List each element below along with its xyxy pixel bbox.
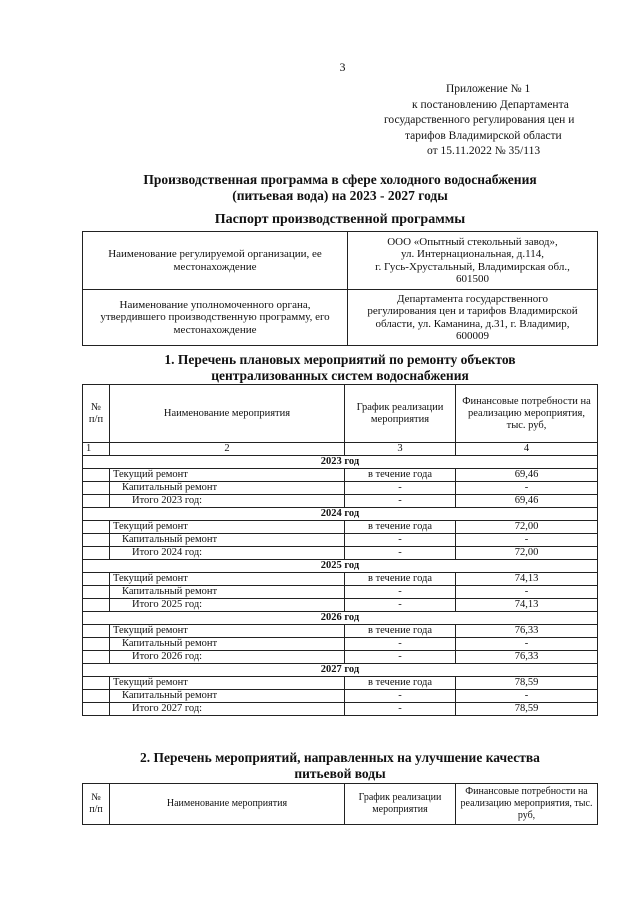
page-number: 3 xyxy=(339,60,346,74)
passport-title: Паспорт производственной программы xyxy=(214,212,466,227)
section-title-line: централизованных систем водоснабжения xyxy=(211,368,469,383)
passport-label: Наименование уполномоченного органа, утвердившего производственную программу, его местонахождение xyxy=(83,290,348,346)
row-schedule: в течение года xyxy=(345,469,456,482)
year-row xyxy=(83,456,598,469)
passport-value-line: Департамента государственного xyxy=(396,292,549,305)
row-schedule: в течение года xyxy=(345,521,456,534)
row-name: Капитальный ремонт xyxy=(110,690,345,703)
row-name: Капитальный ремонт xyxy=(110,638,345,651)
header-schedule: График реализации мероприятия xyxy=(345,385,456,443)
row-value: 76,33 xyxy=(456,651,598,664)
section-title-line: 2. Перечень мероприятий, направленных на улучшение качества xyxy=(140,750,540,765)
row-schedule: - xyxy=(345,703,456,716)
row-value: 78,59 xyxy=(456,677,598,690)
row-name: Текущий ремонт xyxy=(110,677,345,690)
repair-plan-table xyxy=(82,384,598,716)
row-name: Итого 2023 год: xyxy=(110,495,345,508)
row-value: - xyxy=(456,690,598,703)
row-schedule: - xyxy=(345,690,456,703)
section-title-line: питьевой воды xyxy=(294,766,386,781)
row-num xyxy=(83,482,110,495)
row-schedule: - xyxy=(345,495,456,508)
table-row xyxy=(83,703,598,716)
row-name: Текущий ремонт xyxy=(110,469,345,482)
row-schedule: - xyxy=(345,586,456,599)
row-schedule: - xyxy=(345,651,456,664)
row-name: Текущий ремонт xyxy=(110,573,345,586)
appendix-line: к постановлению Департамента xyxy=(412,98,569,111)
column-number: 2 xyxy=(110,443,345,456)
row-schedule: - xyxy=(345,534,456,547)
section1-title xyxy=(82,352,598,384)
table-header-row xyxy=(83,784,598,825)
row-name: Итого 2027 год: xyxy=(110,703,345,716)
row-schedule: - xyxy=(345,599,456,612)
row-value: 78,59 xyxy=(456,703,598,716)
row-name: Капитальный ремонт xyxy=(110,586,345,599)
table-row xyxy=(83,547,598,560)
table-row xyxy=(83,677,598,690)
table-row xyxy=(83,495,598,508)
passport-value xyxy=(348,232,598,290)
row-num xyxy=(83,651,110,664)
header-num: № п/п xyxy=(83,784,110,825)
table-row xyxy=(83,482,598,495)
column-number: 1 xyxy=(83,443,110,456)
passport-value-line: 600009 xyxy=(456,330,489,342)
table-row xyxy=(83,534,598,547)
passport-value-line: г. Гусь-Хрустальный, Владимирская обл., xyxy=(375,260,570,273)
row-name: Капитальный ремонт xyxy=(110,482,345,495)
row-num xyxy=(83,469,110,482)
passport-row xyxy=(83,232,598,290)
row-value: - xyxy=(456,586,598,599)
passport-label: Наименование регулируемой организации, ее местонахождение xyxy=(83,232,348,290)
year-row xyxy=(83,560,598,573)
row-value: - xyxy=(456,638,598,651)
row-num xyxy=(83,677,110,690)
row-num xyxy=(83,703,110,716)
header-num: № п/п xyxy=(83,385,110,443)
table-row xyxy=(83,638,598,651)
header-finance: Финансовые потребности на реализацию мероприятия, тыс. руб, xyxy=(456,385,598,443)
year-label: 2024 год xyxy=(83,508,598,521)
water-quality-table xyxy=(82,783,598,825)
row-name: Итого 2024 год: xyxy=(110,547,345,560)
header-name: Наименование мероприятия xyxy=(110,784,345,825)
passport-table xyxy=(82,231,598,346)
row-value: 74,13 xyxy=(456,573,598,586)
section-title-line: 1. Перечень плановых мероприятий по ремонту объектов xyxy=(164,352,516,367)
row-schedule: в течение года xyxy=(345,625,456,638)
row-num xyxy=(83,599,110,612)
passport-value-line: 601500 xyxy=(456,273,489,285)
column-number: 4 xyxy=(456,443,598,456)
header-finance: Финансовые потребности на реализацию мероприятия, тыс. руб, xyxy=(456,784,598,825)
row-schedule: - xyxy=(345,638,456,651)
table-row xyxy=(83,651,598,664)
title-line: Производственная программа в сфере холодного водоснабжения xyxy=(143,172,537,187)
row-num xyxy=(83,495,110,508)
row-value: 72,00 xyxy=(456,547,598,560)
row-name: Текущий ремонт xyxy=(110,521,345,534)
year-label: 2023 год xyxy=(83,456,598,469)
year-row xyxy=(83,508,598,521)
row-value: - xyxy=(456,534,598,547)
header-name: Наименование мероприятия xyxy=(110,385,345,443)
table-row xyxy=(83,586,598,599)
table-row xyxy=(83,573,598,586)
header-schedule: График реализации мероприятия xyxy=(345,784,456,825)
appendix-line: государственного регулирования цен и xyxy=(384,114,575,126)
row-value: 69,46 xyxy=(456,495,598,508)
section2-title xyxy=(82,750,598,782)
table-row xyxy=(83,625,598,638)
document-title xyxy=(100,172,580,204)
appendix-line: Приложение № 1 xyxy=(446,83,531,95)
row-schedule: в течение года xyxy=(345,677,456,690)
passport-row xyxy=(83,290,598,346)
year-label: 2026 год xyxy=(83,612,598,625)
row-value: - xyxy=(456,482,598,495)
table-row xyxy=(83,521,598,534)
passport-value xyxy=(348,290,598,346)
row-name: Капитальный ремонт xyxy=(110,534,345,547)
table-row xyxy=(83,690,598,703)
row-schedule: - xyxy=(345,547,456,560)
year-row xyxy=(83,664,598,677)
appendix-line: от 15.11.2022 № 35/113 xyxy=(427,145,541,157)
row-value: 76,33 xyxy=(456,625,598,638)
row-num xyxy=(83,638,110,651)
column-number-row xyxy=(83,443,598,456)
column-number: 3 xyxy=(345,443,456,456)
appendix-header xyxy=(380,82,595,160)
passport-value-line: ул. Интернациональная, д.114, xyxy=(401,248,544,260)
row-name: Текущий ремонт xyxy=(110,625,345,638)
row-num xyxy=(83,625,110,638)
row-schedule: - xyxy=(345,482,456,495)
title-line: (питьевая вода) на 2023 - 2027 годы xyxy=(232,188,448,203)
row-value: 72,00 xyxy=(456,521,598,534)
row-num xyxy=(83,547,110,560)
row-name: Итого 2025 год: xyxy=(110,599,345,612)
row-name: Итого 2026 год: xyxy=(110,651,345,664)
year-row xyxy=(83,612,598,625)
row-num xyxy=(83,534,110,547)
passport-value-line: регулирования цен и тарифов Владимирской xyxy=(367,305,578,317)
table-row xyxy=(83,469,598,482)
row-num xyxy=(83,573,110,586)
row-value: 74,13 xyxy=(456,599,598,612)
table-header-row xyxy=(83,385,598,443)
table-row xyxy=(83,599,598,612)
row-num xyxy=(83,690,110,703)
passport-value-line: ООО «Опытный стекольный завод», xyxy=(387,235,558,248)
appendix-line: тарифов Владимирской области xyxy=(405,129,562,142)
row-num xyxy=(83,521,110,534)
row-value: 69,46 xyxy=(456,469,598,482)
passport-value-line: области, ул. Каманина, д.31, г. Владимир, xyxy=(375,317,570,330)
row-schedule: в течение года xyxy=(345,573,456,586)
row-num xyxy=(83,586,110,599)
year-label: 2025 год xyxy=(83,560,598,573)
year-label: 2027 год xyxy=(83,664,598,677)
